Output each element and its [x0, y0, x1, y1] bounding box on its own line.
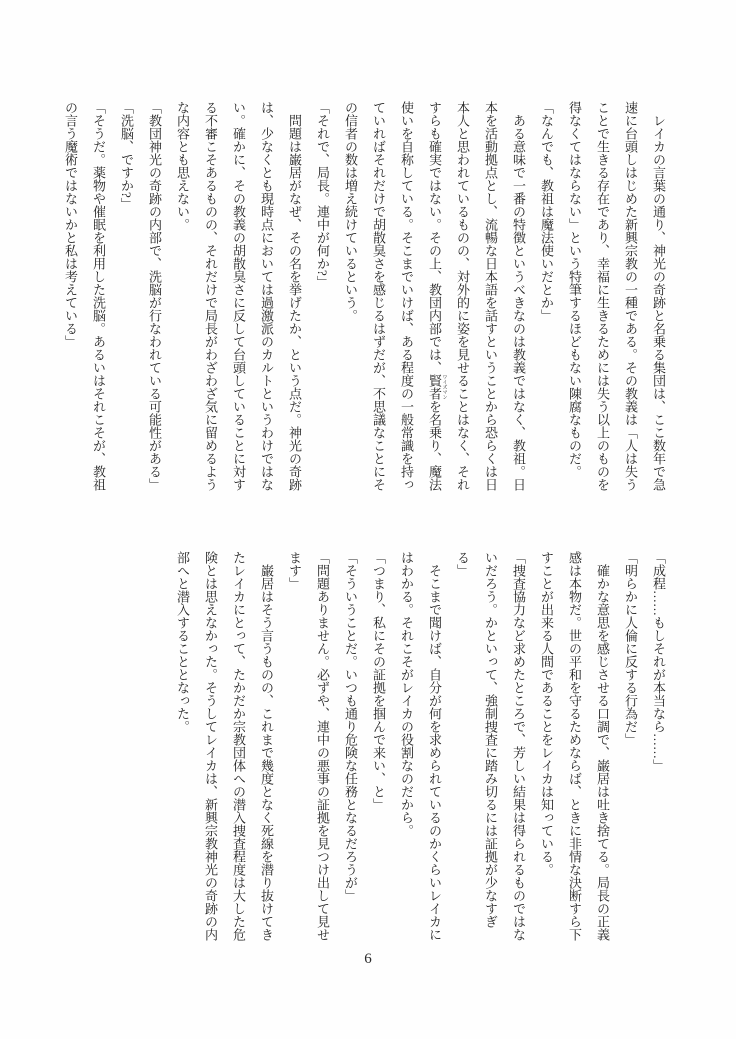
dialogue-line: 「洗脳、ですか?」	[119, 101, 134, 211]
dialogue-line: 「成程……もしそれが本当なら……」	[651, 551, 666, 772]
ruby-annotation	[427, 374, 447, 400]
paragraph: レイカの言葉の通り、神光の奇跡と名乗る集団は、ここ数年で急速に台頭しはじめた新興宗教の一種である。その教義は「人は失うことで生きる存在であり、幸福に生きるためには失う以上のものを得なくてはならない」という特筆するほどもない陳腐なものだ。	[567, 101, 666, 491]
dialogue-line: 「つまり、私にその証拠を掴んで来い、と」	[371, 551, 386, 811]
dialogue-line: 「明らかに人倫に反する行為だ」	[623, 551, 638, 746]
dialogue-line: 「そういうことだ。いつも通り危険な任務となるだろうが」	[343, 551, 358, 902]
paragraph: 巌居はそう言うものの、これまで幾度となく死線を潜り抜けてきたレイカにとって、たかだか宗教団体への潜入捜査程度は大した危険とは思えなかった。そうしてレイカは、新興宗教神光の奇跡の内部へと潜入することとなった。	[175, 551, 274, 941]
paragraph: 問題は巌居がなぜ、その名を挙げたか、という点だ。神光の奇跡は、少なくとも現時点においては過激派のカルトというわけではない。確かに、その教義の胡散臭さに反して台頭していることに対する不審こそあるものの、それだけで局長がわざわざ気に留めるような内容とも思えない。	[175, 101, 302, 491]
dialogue-line: 「そうだ。薬物や催眠を利用した洗脳。あるいはそれこそが、教祖の言う魔術ではないかと私は考えている」	[63, 101, 106, 491]
ruby-base: 賢者	[427, 374, 442, 400]
dialogue-line: 「なんでも、教祖は魔法使いだとか」	[539, 101, 554, 322]
page-number: 6	[364, 951, 372, 967]
paragraph	[336, 101, 532, 493]
dialogue-line: 「教団神光の奇跡の内部で、洗脳が行なわれている可能性がある」	[147, 101, 162, 491]
upper-text-block	[56, 101, 672, 493]
paragraph: そこまで聞けば、自分が何を求められているのかくらいレイカにはわかる。それこそがレイカの役割なのだから。	[399, 551, 442, 941]
paragraph-text: ある意味で一番の特徴というべきなのは教義ではなく、教祖。日本を活動拠点とし、流暢な日本語を話すということから恐らくは日本人と思われているものの、対外的に姿を見せることはなく、それすらも確実ではない。その上、教団内部では、	[427, 101, 526, 491]
dialogue-line: 「捜査協力など求めたところで、芳しい結果は得られるものではないだろう。かといって、強制捜査に踏み切るには証拠が少なすぎる」	[455, 551, 526, 941]
lower-text-block	[168, 551, 672, 943]
dialogue-line: 「それで、局長。連中が何か?」	[315, 101, 330, 289]
dialogue-line: 「問題ありません。必ずや、連中の悪事の証拠を見つけ出して見せます」	[287, 551, 330, 941]
ruby-furigana: ワイズマン	[441, 374, 447, 400]
paragraph: 確かな意思を感じさせる口調で、巌居は吐き捨てる。局長の正義感は本物だ。世の平和を守るためならば、ときに非情な決断すら下すことが出来る人間であることをレイカは知っている。	[539, 551, 610, 941]
paragraph-text: を名乗り、魔法使いを自称している。そこまでいけば、ある程度の一般常識を持っていればそれだけで胡散臭さを感じるはずだが、不思議なことにその信者の数は増え続けているという。	[343, 101, 442, 491]
